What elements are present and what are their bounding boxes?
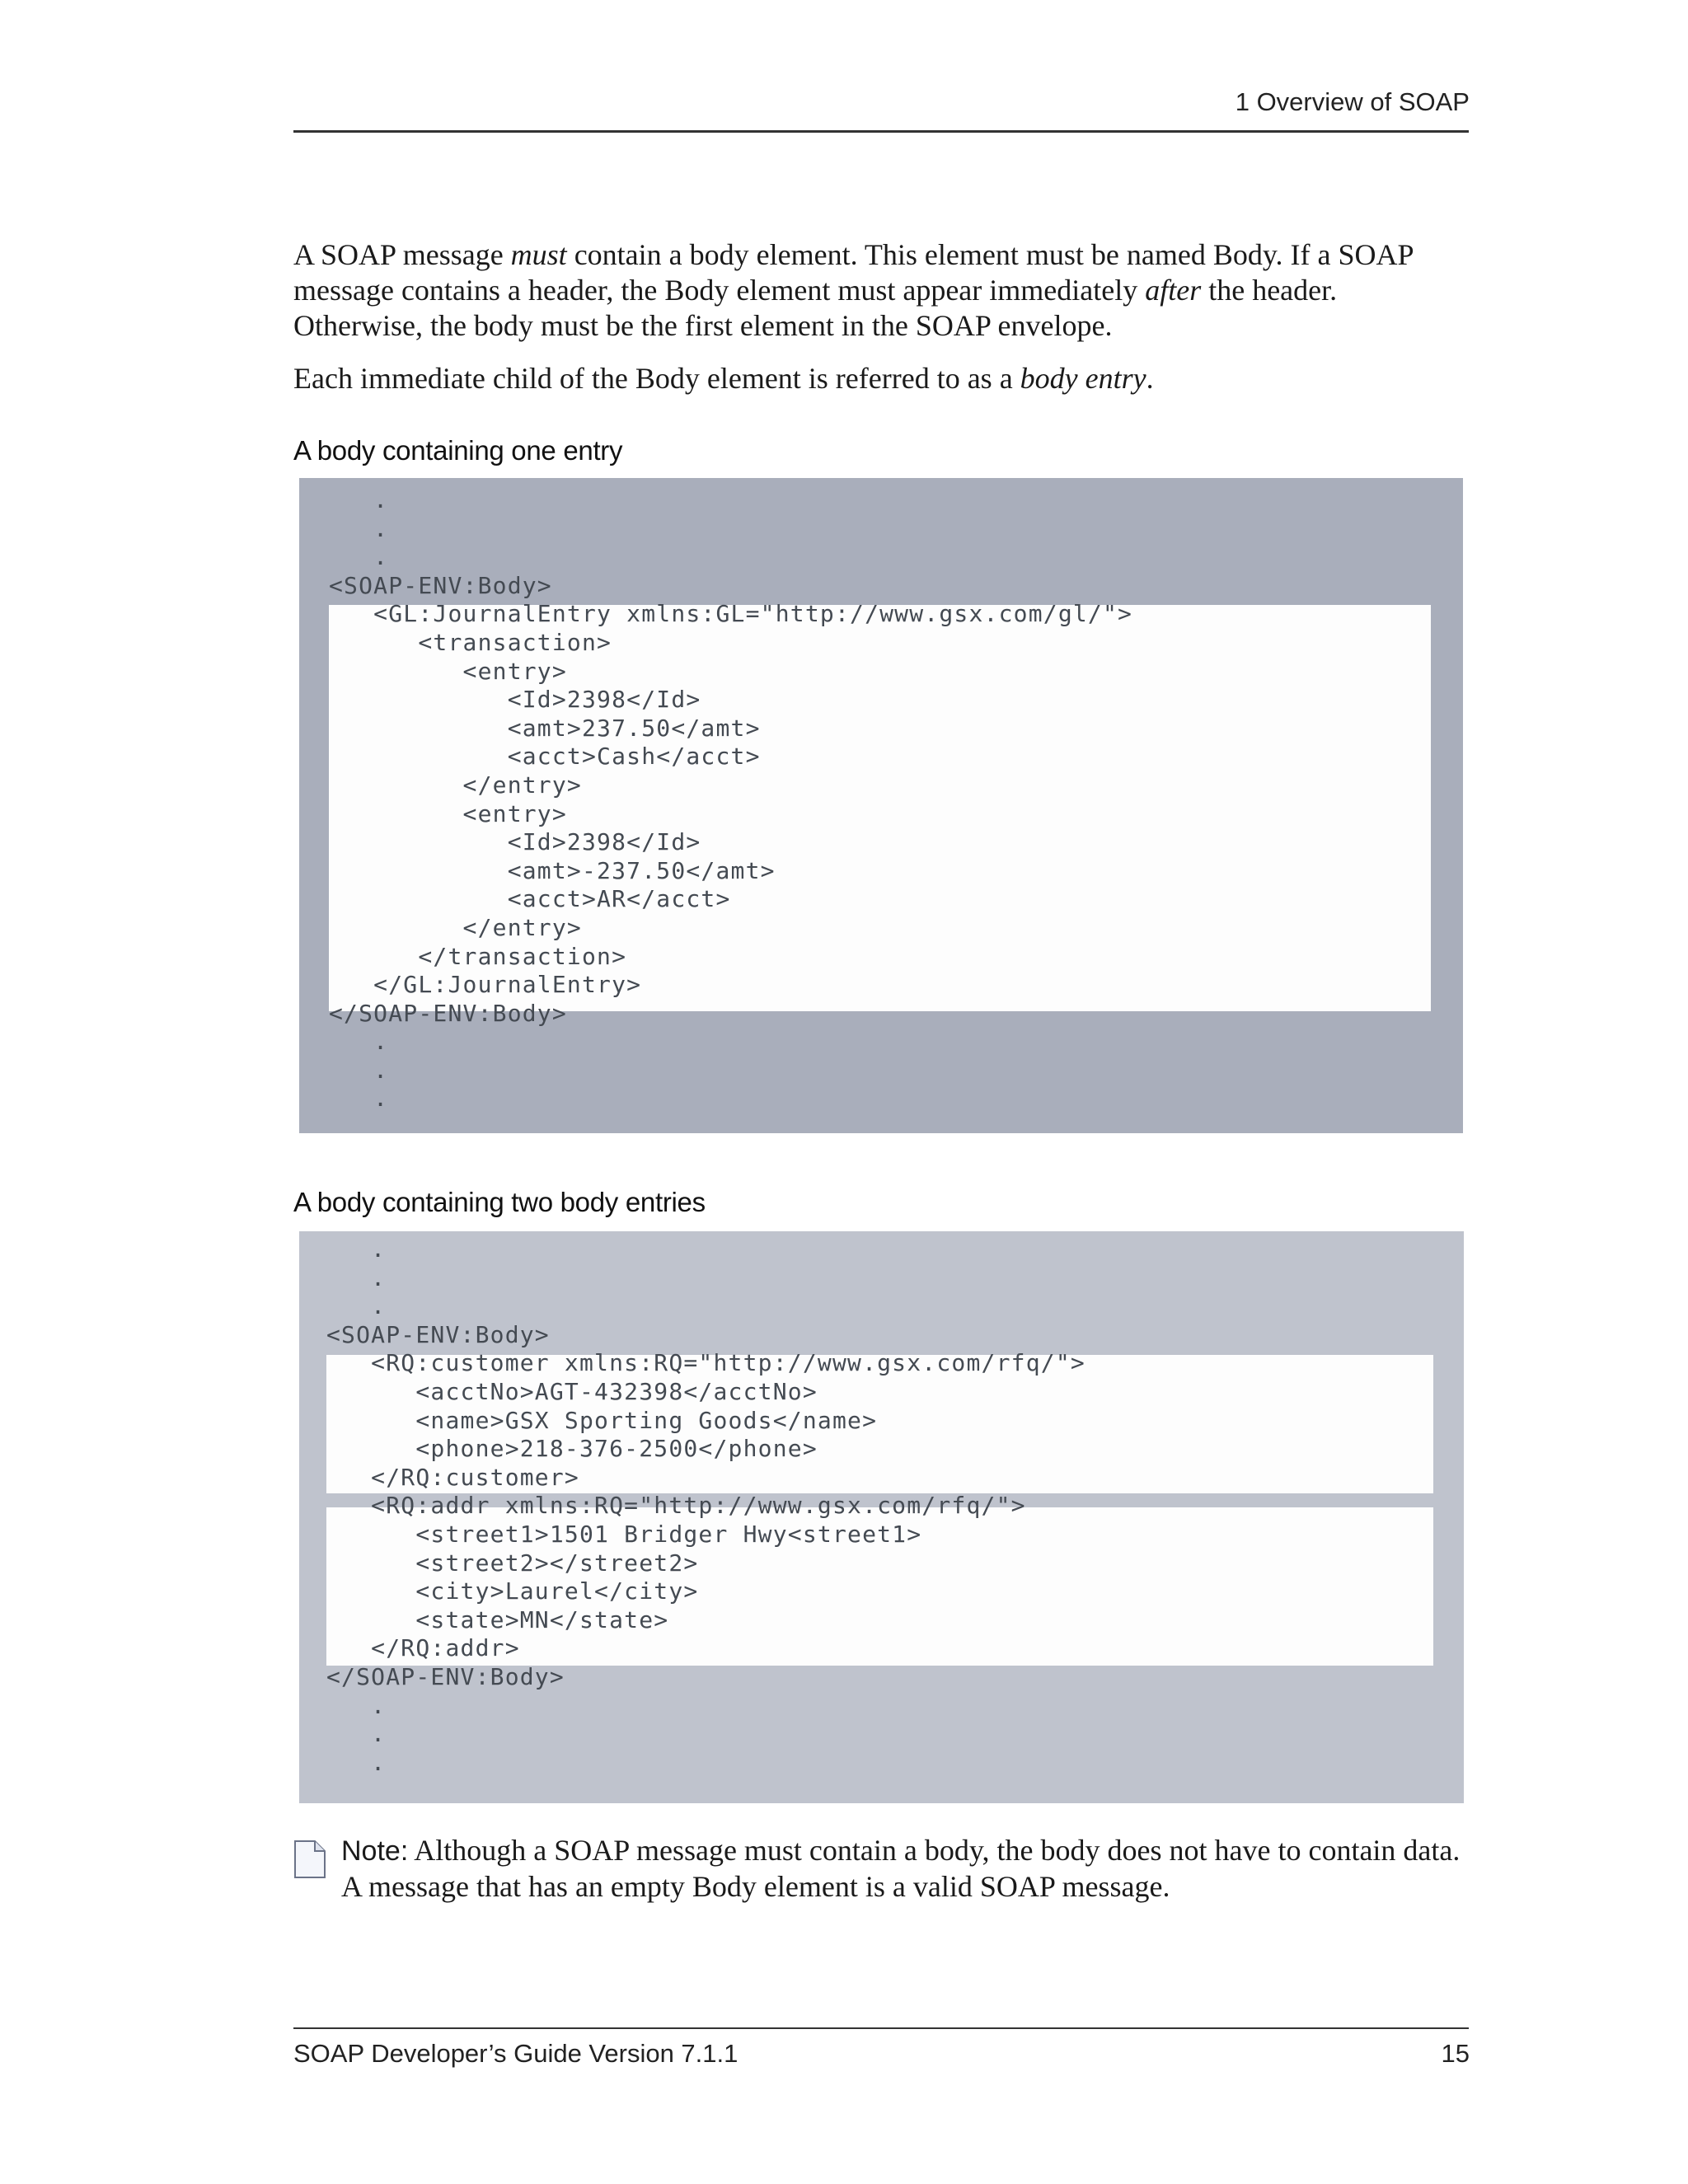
text-run: the header. Otherwise, the body must be the first element in the SOAP envelope. bbox=[293, 274, 1338, 342]
code-block-two-entries bbox=[299, 1231, 1464, 1803]
header-rule bbox=[293, 130, 1469, 133]
example2-caption: A body containing two body entries bbox=[293, 1187, 706, 1217]
chapter-title: 1 Overview of SOAP bbox=[1235, 87, 1470, 116]
note-text: Although a SOAP message must contain a body, the body does not have to contain data. A message that has an empty Body element is a valid SOAP message. bbox=[341, 1834, 1461, 1903]
text-run: contain a body element. This element must be named Body. If a SOAP message contains a header, the Body element must appear immediately bbox=[293, 238, 1414, 307]
emphasis-must: must bbox=[510, 238, 567, 271]
note-label: Note: bbox=[341, 1835, 409, 1867]
text-run: A SOAP message bbox=[293, 238, 511, 271]
text-run: . bbox=[1146, 362, 1154, 395]
example1-caption: A body containing one entry bbox=[293, 435, 623, 466]
code-listing-two-entries: . . . <SOAP-ENV:Body> <RQ:customer xmlns:RQ="http://www.gsx.com/rfq/"> <acctNo>AGT-432398</acctNo> <name>GSX Sporting Goods</name> <phone>218-376-2500</phone> </RQ:customer> <RQ:addr xmlns:RQ="http://www.gsx.com/rfq/"> <street1>1501 Bridger Hwy<street1> <street2></street2> <city>Laurel</city> <state>MN</state> </RQ:addr> </SOAP-ENV:Body> . . . bbox=[326, 1235, 1085, 1776]
paragraph-body-entry bbox=[293, 361, 1469, 396]
page-number: 15 bbox=[1441, 2039, 1470, 2068]
note-paragraph bbox=[341, 1833, 1479, 1905]
emphasis-after: after bbox=[1145, 274, 1202, 307]
paragraph-body-element bbox=[293, 237, 1469, 344]
emphasis-body-entry: body entry bbox=[1020, 362, 1146, 395]
code-listing-one-entry: . . . <SOAP-ENV:Body> <GL:JournalEntry xmlns:GL="http://www.gsx.com/gl/"> <transaction> <entry> <Id>2398</Id> <amt>237.50</amt> <acct>Cash</acct> </entry> <entry> <Id>2398</Id> <amt>-237.50</amt> <acct>AR</acct> </entry> </transaction> </GL:JournalEntry> </SOAP-ENV:Body> . . . bbox=[329, 486, 1133, 1113]
footer-title: SOAP Developer’s Guide Version 7.1.1 bbox=[293, 2039, 738, 2068]
code-block-one-entry bbox=[299, 478, 1463, 1133]
note-page-icon bbox=[293, 1840, 326, 1883]
text-run: Each immediate child of the Body element is referred to as a bbox=[293, 362, 1020, 395]
footer-rule bbox=[293, 2027, 1469, 2029]
